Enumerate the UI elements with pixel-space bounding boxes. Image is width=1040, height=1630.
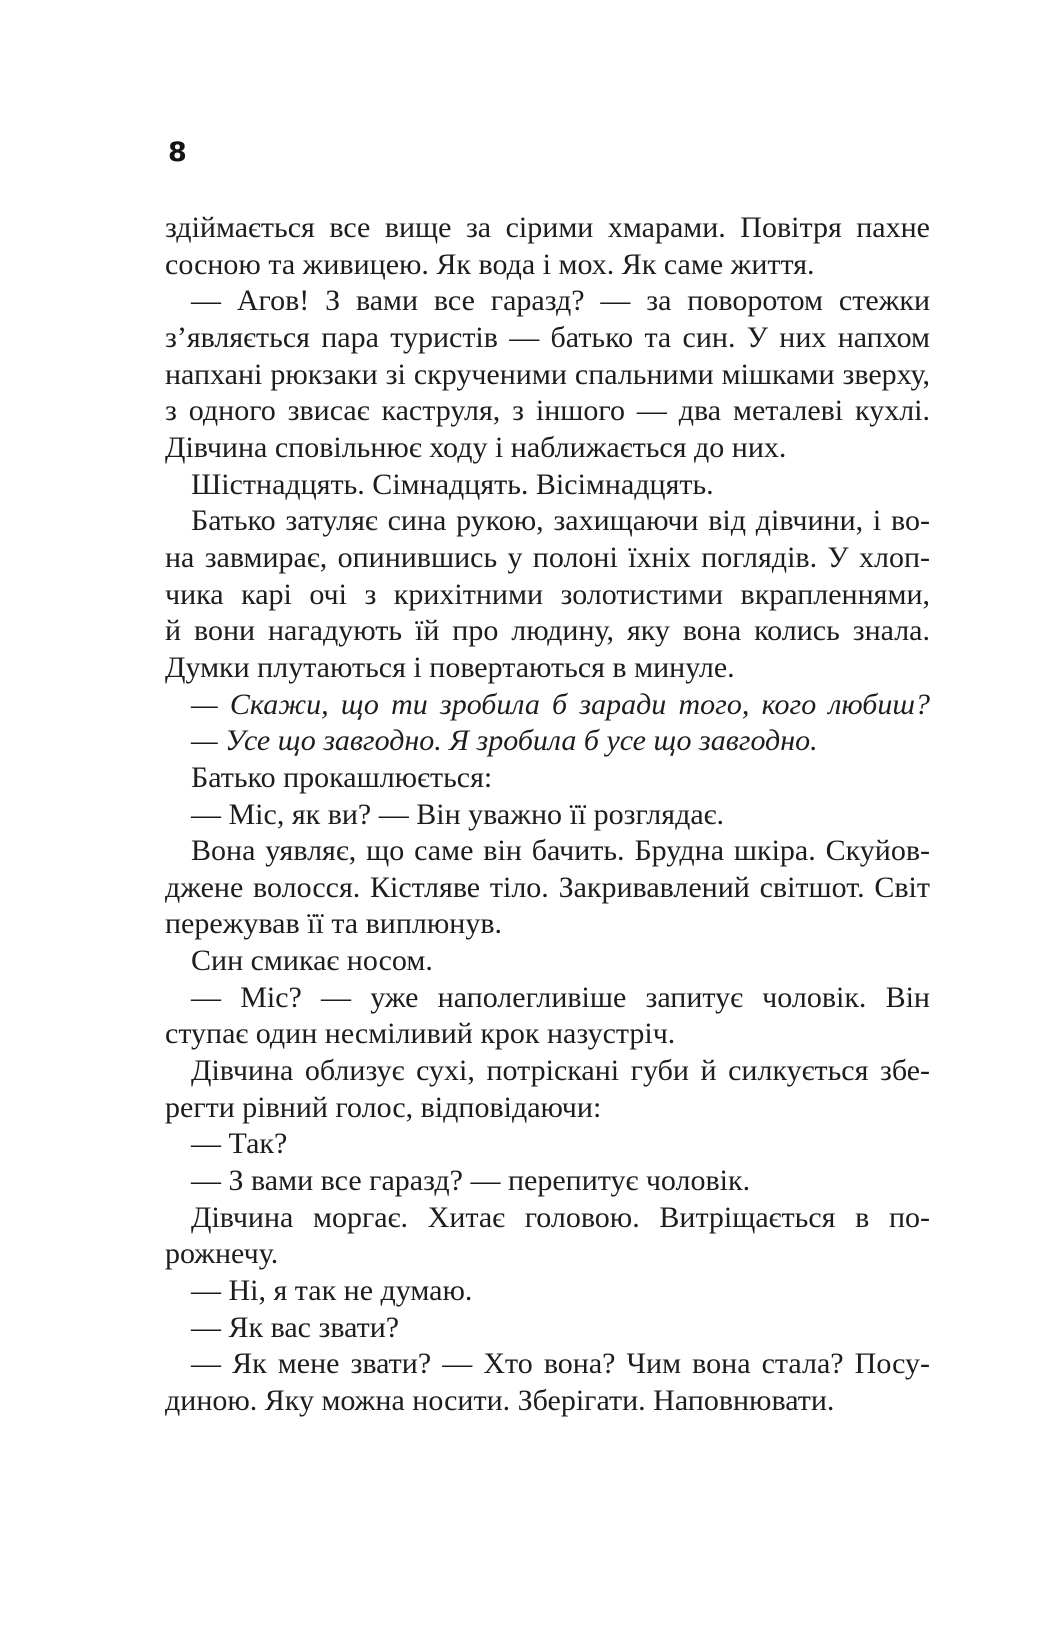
paragraph <box>165 1310 930 1347</box>
text-line: — Агов! З вами все гаразд? — за поворотом стежки <box>191 284 930 318</box>
text-line: джене волосся. Кістляве тіло. Закривавлений світшот. Світ <box>165 870 930 904</box>
paragraph <box>165 503 930 686</box>
page-number: 8 <box>168 137 187 168</box>
text-line: — Так? <box>191 1127 288 1161</box>
paragraph <box>165 943 930 980</box>
paragraph <box>165 980 930 1053</box>
text-line: Син смикає носом. <box>191 944 433 978</box>
text-line: — Як мене звати? — Хто вона? Чим вона стала? Посу- <box>191 1347 930 1381</box>
paragraph <box>165 210 930 283</box>
text-line: Дівчина сповільнює ходу і наближається до них. <box>165 430 787 464</box>
text-line: чика карі очі з крихітними золотистими вкрапленнями, <box>165 577 930 611</box>
text-line: Батько затуляє сина рукою, захищаючи від дівчини, і во- <box>191 504 930 538</box>
text-line: пережував її та виплюнув. <box>165 907 503 941</box>
paragraph <box>165 1346 930 1419</box>
text-line: сосною та живицею. Як вода і мох. Як саме життя. <box>165 247 815 281</box>
text-line: з одного звисає каструля, з іншого — два металеві кухлі. <box>165 394 930 428</box>
text-line: Думки плутаються і повертаються в минуле. <box>165 650 735 684</box>
text-line: й вони нагадують їй про людину, яку вона колись знала. <box>165 614 930 648</box>
paragraph <box>165 1273 930 1310</box>
body-text-block <box>165 210 930 1420</box>
text-line: Вона уявляє, що саме він бачить. Брудна шкіра. Скуйов- <box>191 834 930 868</box>
text-line: регти рівний голос, відповідаючи: <box>165 1090 602 1124</box>
text-line: диною. Яку можна носити. Зберігати. Наповнювати. <box>165 1384 835 1417</box>
text-line: — Усе що завгодно. Я зробила б усе що завгодно. <box>191 724 818 758</box>
text-line: з’являється пара туристів — батько та син. У них напхом <box>165 320 930 354</box>
text-line: ступає один несміливий крок назустріч. <box>165 1017 676 1051</box>
paragraph-italic <box>165 723 930 760</box>
paragraph <box>165 1126 930 1163</box>
paragraph-italic <box>165 687 930 724</box>
paragraph <box>165 467 930 504</box>
paragraph <box>165 1200 930 1273</box>
text-line: на завмирає, опинившись у полоні їхніх поглядів. У хлоп- <box>165 540 930 574</box>
text-line: — Міс? — уже наполегливіше запитує чоловік. Він <box>191 980 930 1014</box>
paragraph <box>165 1163 930 1200</box>
text-line: Дівчина облизує сухі, потріскані губи й силкується збе- <box>191 1054 930 1088</box>
text-line: напхані рюкзаки зі скрученими спальними мішками зверху, <box>165 357 930 391</box>
text-line: — Як вас звати? <box>191 1310 400 1344</box>
text-line: — Міс, як ви? — Він уважно її розглядає. <box>191 797 725 831</box>
paragraph <box>165 797 930 834</box>
text-line: рожнечу. <box>165 1237 279 1271</box>
paragraph <box>165 760 930 797</box>
paragraph <box>165 283 930 466</box>
paragraph <box>165 1053 930 1126</box>
paragraph <box>165 833 930 943</box>
text-line: Шістнадцять. Сімнадцять. Вісімнадцять. <box>191 467 714 501</box>
text-line: — Ні, я так не думаю. <box>191 1274 473 1308</box>
text-line: здіймається все вище за сірими хмарами. Повітря пахне <box>165 211 930 244</box>
text-line: Батько прокашлюється: <box>191 760 493 794</box>
text-line: — Скажи, що ти зробила б заради того, кого любиш? <box>191 687 930 721</box>
text-line: Дівчина моргає. Хитає головою. Витріщається в по- <box>191 1200 930 1234</box>
text-line: — З вами все гаразд? — перепитує чоловік. <box>191 1164 751 1198</box>
